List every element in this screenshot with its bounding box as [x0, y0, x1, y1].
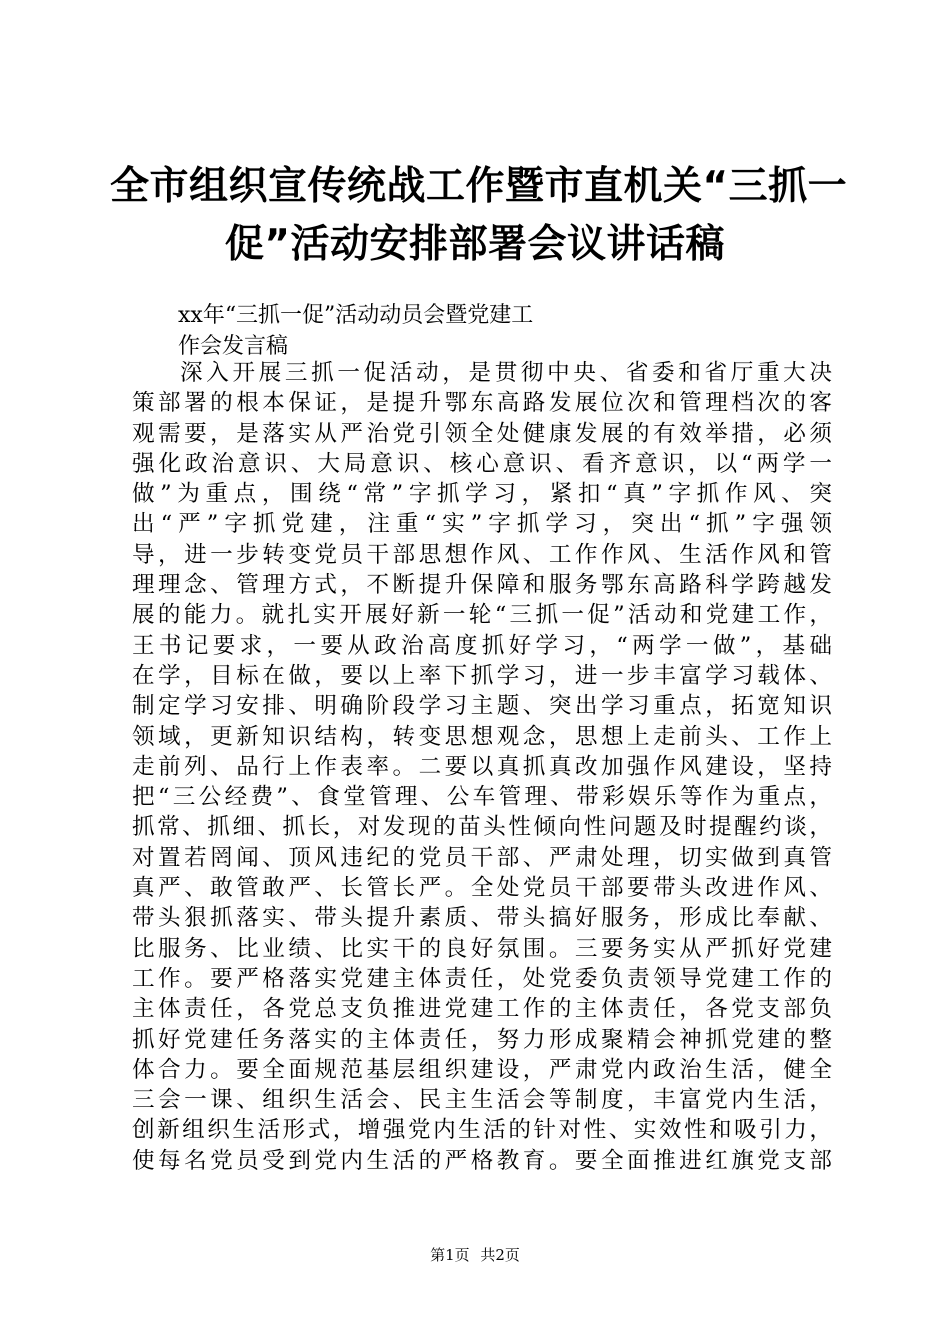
body-line: 对置若罔闻、顶风违纪的党员干部、严肃处理，切实做到真管: [132, 844, 832, 871]
body-line: 在学，目标在做，要以上率下抓学习，进一步丰富学习载体、: [132, 662, 832, 689]
body-line: 抓好党建任务落实的主体责任，努力形成聚精会神抓党建的整: [132, 1026, 832, 1053]
body-line: 带头狠抓落实、带头提升素质、带头搞好服务，形成比奉献、: [132, 905, 832, 932]
body-line: 策部署的根本保证，是提升鄂东高路发展位次和管理档次的客: [132, 390, 832, 417]
body-line: 使每名党员受到党内生活的严格教育。要全面推进红旗党支部: [132, 1147, 832, 1174]
body-line: 展的能力。就扎实开展好新一轮“三抓一促”活动和党建工作，: [132, 602, 832, 629]
body-line: 领域，更新知识结构，转变思想观念，思想上走前头、工作上: [132, 723, 832, 750]
body-line: 主体责任，各党总支负推进党建工作的主体责任，各党支部负: [132, 996, 832, 1023]
body-line: 王书记要求，一要从政治高度抓好学习，“两学一做”，基础: [132, 632, 832, 659]
body-line: 抓常、抓细、抓长，对发现的苗头性倾向性问题及时提醒约谈，: [132, 814, 832, 841]
page-footer: [0, 1244, 950, 1266]
document-subtitle: [178, 300, 533, 362]
document-title: [110, 158, 848, 274]
title-line-2: 促”活动安排部署会议讲话稿: [224, 222, 726, 267]
title-line-1: 全市组织宣传统战工作暨市直机关“三抓一: [110, 164, 848, 209]
body-line: 强化政治意识、大局意识、核心意识、看齐意识，以“两学一: [132, 450, 832, 477]
page-total: 共2页: [480, 1246, 520, 1264]
body-line: 比服务、比业绩、比实干的良好氛围。三要务实从严抓好党建: [132, 935, 832, 962]
body-line: 制定学习安排、明确阶段学习主题、突出学习重点，拓宽知识: [132, 693, 832, 720]
body-line: 走前列、品行上作表率。二要以真抓真改加强作风建设，坚持: [132, 753, 832, 780]
body-line: 理理念、管理方式，不断提升保障和服务鄂东高路科学跨越发: [132, 572, 832, 599]
body-line: 做”为重点，围绕“常”字抓学习，紧扣“真”字抓作风、突: [132, 481, 832, 508]
document-body: [132, 358, 832, 1176]
body-line: 深入开展三抓一促活动，是贯彻中央、省委和省厅重大决: [180, 360, 832, 386]
body-line: 三会一课、组织生活会、民主生活会等制度，丰富党内生活，: [132, 1087, 832, 1114]
body-line: 工作。要严格落实党建主体责任，处党委负责领导党建工作的: [132, 965, 832, 992]
subtitle-line-1: xx年“三抓一促”活动动员会暨党建工: [178, 303, 534, 328]
body-line: 观需要，是落实从严治党引领全处健康发展的有效举措，必须: [132, 420, 832, 447]
page-number: 第1页: [430, 1246, 470, 1264]
body-line: 导，进一步转变党员干部思想作风、工作作风、生活作风和管: [132, 541, 832, 568]
body-line: 创新组织生活形式，增强党内生活的针对性、实效性和吸引力，: [132, 1117, 832, 1144]
body-line: 真严、敢管敢严、长管长严。全处党员干部要带头改进作风、: [132, 875, 832, 902]
body-line: 体合力。要全面规范基层组织建设，严肃党内政治生活，健全: [132, 1056, 832, 1083]
subtitle-line-2: 作会发言稿: [178, 334, 289, 359]
body-line: 出“严”字抓党建，注重“实”字抓学习，突出“抓”字强领: [132, 511, 832, 538]
body-line: 把“三公经费”、食堂管理、公车管理、带彩娱乐等作为重点，: [132, 784, 832, 811]
